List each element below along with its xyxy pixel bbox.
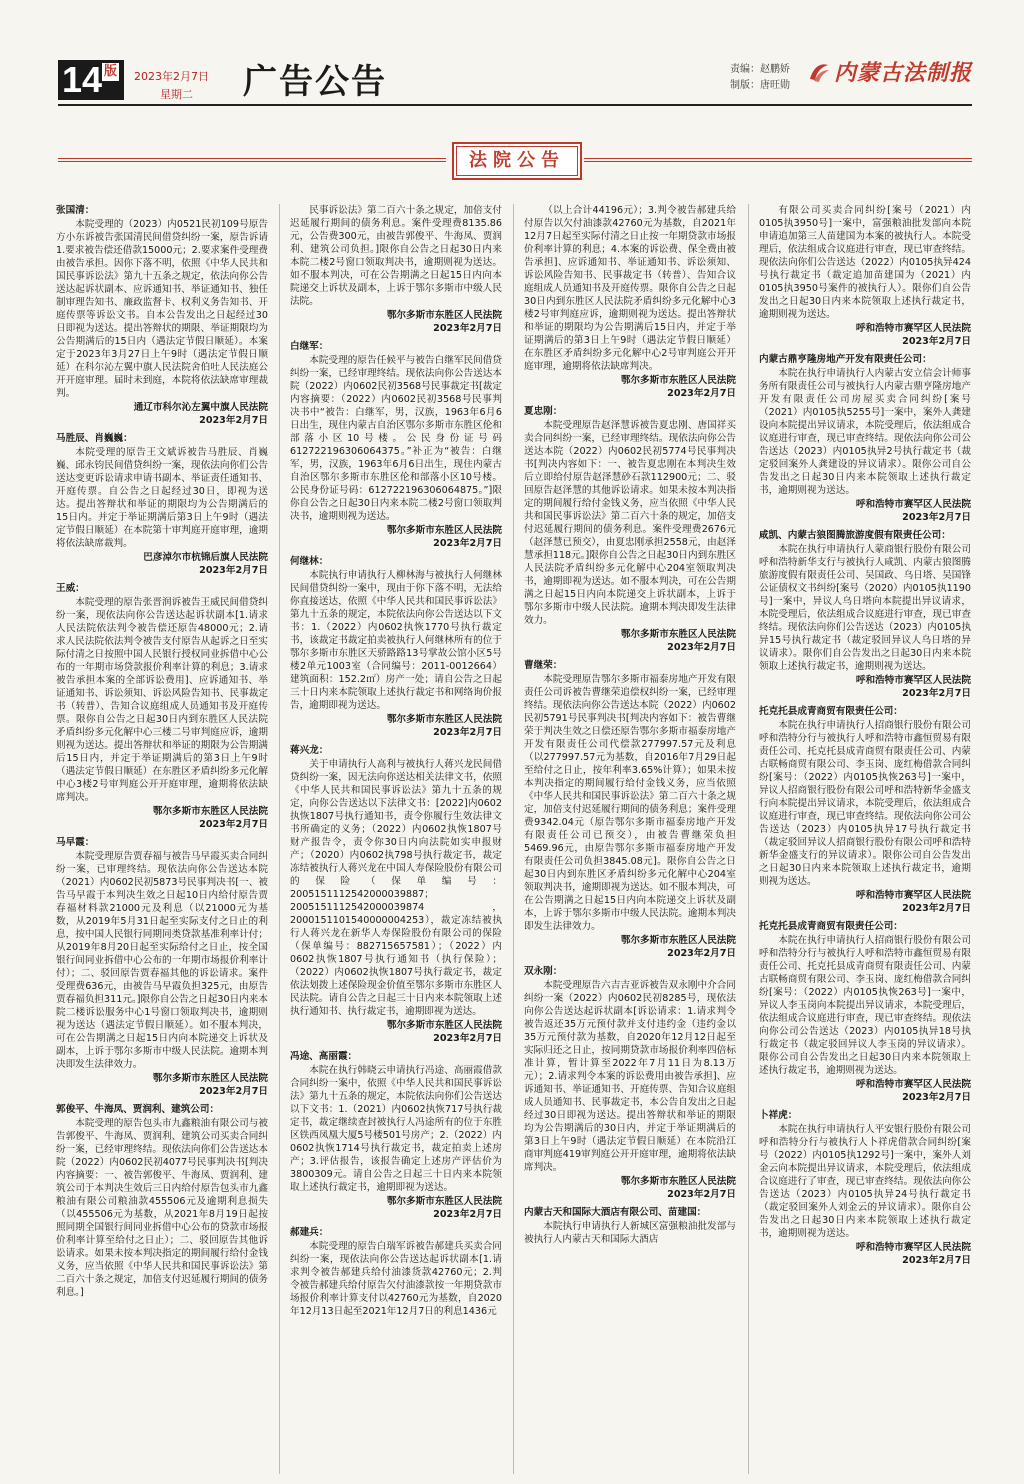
notice-party: 双永刚：: [524, 966, 563, 977]
notice-date: 2023年2月7日: [902, 512, 971, 523]
notice-court: 鄂尔多斯市东胜区人民法院: [152, 1073, 268, 1084]
court-notice: [290, 555, 502, 739]
court-notice: [524, 659, 736, 960]
court-notice: [759, 353, 971, 524]
notice-column-1: [56, 204, 268, 1479]
court-notice: [759, 705, 971, 915]
court-notice: [290, 204, 502, 335]
court-notice: [290, 1050, 502, 1221]
notice-court: 鄂尔多斯市东胜区人民法院: [152, 806, 268, 817]
court-notice: [759, 529, 971, 700]
newspaper-name: 内蒙古法制报: [834, 60, 973, 86]
banner-rule-left: [58, 158, 446, 162]
newspaper-emblem-icon: [808, 61, 830, 83]
notice-date: 2023年2月7日: [433, 1209, 502, 1220]
notice-court: 鄂尔多斯市东胜区人民法院: [386, 310, 502, 321]
notice-column-2: [290, 204, 502, 1479]
notice-court: 呼和浩特市赛罕区人民法院: [855, 1242, 971, 1253]
notice-date: 2023年2月7日: [902, 688, 971, 699]
notice-court: 鄂尔多斯市东胜区人民法院: [620, 629, 736, 640]
editor-credit: 责编：赵鹏娇: [730, 64, 790, 75]
notice-date: 2023年2月7日: [199, 415, 268, 426]
court-notice: [56, 204, 268, 427]
notice-party: 张国清：: [56, 205, 95, 216]
notice-party: 郭俊平、牛海凤、贾润利、建筑公司：: [56, 1104, 220, 1115]
column-divider: [279, 204, 280, 1474]
page-mark: 版: [103, 64, 117, 79]
notice-party: 何继林：: [290, 556, 329, 567]
banner-rule-right: [584, 158, 972, 162]
notice-date: 2023年2月7日: [433, 727, 502, 738]
notice-body: 本院受理的原告包头市九鑫粮油有限公司与被告郭俊平、牛海凤、贾润利、建筑公司买卖合同纠纷一案，已经审理终结。现依法向你们公告送达本院（2022）内0602民初4077号民事判决书[判决内容摘要：一、被告郭俊平、牛海凤、贾润利、建筑公司于本判决生效后三日内给付原告包头市九鑫粮油有限公司粮油款455506元及逾期利息损失（以455506元为基数，从2021年8月19日起按照同期全国银行间同业拆借中心公布的贷款市场报价利率计算至给付之日止）；二、驳回原告其他诉讼请求。如果未按本判决指定的期间履行给付金钱义务，应当依照《中华人民共和国民事诉讼法》第二百六十条之规定，加倍支付迟延履行期间的债务利息。]: [56, 1118, 268, 1298]
notice-body: 本院受理的原告白瑞军诉被告郝建兵买卖合同纠纷一案，现依法向你公告送达起诉状副本[1.请求判令被告郝建兵给付油漆货款42760元；2.判令被告郝建兵给付原告欠付油漆款按一年期贷款市场报价利率计算支付以42760元为基数，自2020年12月13日起至2021年12月7日的利息1436元: [290, 1241, 502, 1317]
court-notice: [759, 1109, 971, 1267]
notice-date: 2023年2月7日: [667, 948, 736, 959]
notice-body: 有限公司买卖合同纠纷[案号（2021）内0105执3950号]一案中，富强粮油批发部向本院申请追加第三人苗建国为本案的被执行人。本院受理后，依法组成合议庭进行审查，现已审查终结。现依法向你们公告送达（2022）内0105执异424号执行裁定书（裁定追加苗建国为（2021）内0105执3950号案件的被执行人）。限你们自公告发出之日起30日内来本院领取上述执行裁定书，逾期则视为送达。: [759, 205, 971, 320]
notice-body: 本院在执行申请执行人内蒙古安立信会计师事务所有限责任公司与被执行人内蒙古鼎亨隆房地产开发有限责任公司房屋买卖合同纠纷[案号（2021）内0105执5255号]一案中，案外人龚建设向本院提出异议请求，本院受理后，依法组成合议庭进行审查，现已审查终结。现依法向你公司公告送达（2023）内0105执异2号执行裁定书（裁定驳回案外人龚建设的异议请求）。限你公司自公告发出之日起30日内来本院领取上述执行裁定书，逾期则视为送达。: [759, 368, 971, 496]
court-notice: [759, 204, 971, 348]
column-divider: [748, 204, 749, 1474]
notice-court: 呼和浩特市赛罕区人民法院: [855, 499, 971, 510]
notice-date: 2023年2月7日: [902, 336, 971, 347]
notice-court: 呼和浩特市赛罕区人民法院: [855, 675, 971, 686]
notice-court: 鄂尔多斯市东胜区人民法院: [386, 1196, 502, 1207]
notice-date: 2023年2月7日: [902, 1092, 971, 1103]
court-notice: [524, 1206, 736, 1246]
notice-date: 2023年2月7日: [667, 1189, 736, 1200]
court-notice: [56, 1103, 268, 1299]
notice-body: 本院受理的原告王文斌诉被告马胜辰、肖巍巍、邱永钧民间借贷纠纷一案，现依法向你们公告送达变更诉讼请求申请书副本、举证责任通知书、开庭传票。自公告之日起经过30日，即视为送达。提出答辩状和举证的期限均为公告期满后的15日内。并定于举证期满后第3日上午9时（遇法定节假日顺延）在本院第十审判庭开庭审理，逾期将依法缺席裁判。: [56, 447, 268, 549]
issue-date: 2023年2月7日: [134, 70, 209, 83]
court-notice: [290, 744, 502, 1045]
court-notice: [56, 836, 268, 1098]
notice-party: 卜祥虎：: [759, 1110, 798, 1121]
notice-date: 2023年2月7日: [433, 1033, 502, 1044]
issue-weekday: 星期二: [160, 88, 193, 101]
notice-body: 关于申请执行人高利与被执行人蒋兴龙民间借贷纠纷一案，因无法向你送达相关法律文书，依照《中华人民共和国民事诉讼法》第九十五条的规定，向你公告送达以下法律文书：[2022]内0602执恢1807号执行通知书，责令你履行生效法律文书所确定的义务；（2022）内0602执恢1807号财产报告令，责令你30日内向法院如实申报财产；（2020）内0602执798号执行裁定书，裁定冻结被执行人蒋兴龙在中国人寿保险股份有限公司的保险（保单编号：2005151112542000039887；2005151112542000039874，2000151101540000004253），裁定冻结被执行人蒋兴龙在新华人寿保险股份有限公司的保险（保单编号：882715657581）；（2022）内0602执恢1807号执行通知书（执行保险）；（2022）内0602执恢1807号执行裁定书，裁定依法划拨上述保险现金价值至鄂尔多斯市东胜区人民法院。请自公告之日起三十日内来本院领取上述执行通知书、执行裁定书，逾期即视为送达。: [290, 759, 502, 1017]
notice-court: 巴彦淖尔市杭锦后旗人民法院: [143, 552, 268, 563]
notice-body: 本院在执行申请执行人平安银行股份有限公司呼和浩特分行与被执行人卜祥虎借款合同纠纷[案号（2022）内0105执1292号]一案中，案外人刘金云向本院提出异议请求，本院受理后，依法组成合议庭进行了审查，现已审查终结。现依法向你公告送达（2023）内0105执异24号执行裁定书（裁定驳回案外人刘金云的异议请求）。限你自公告发出之日起30日内来本院领取上述执行裁定书，逾期则视为送达。: [759, 1124, 971, 1239]
page-number-badge: [58, 60, 124, 100]
notice-party: 内蒙古天和国际大酒店有限公司、苗建国：: [524, 1207, 707, 1218]
notice-date: 2023年2月7日: [902, 903, 971, 914]
notice-body: 本院在执行韩晓云申请执行冯途、高丽霞借款合同纠纷一案中，依照《中华人民共和国民事诉讼法》第九十五条的规定，本院依法向你们公告送达以下文书：1.（2021）内0602执恢717号执行裁定书，裁定继续查封被执行人冯途所有的位于东胜区铁西凤凰大厦5号楼501号房产；2.（2022）内0602执恢1714号执行裁定书，裁定拍卖上述房产；3.评估报告，该报告确定上述房产评估价为3800309元。请自公告之日起三十日内来本院领取上述执行裁定书，逾期即视为送达。: [290, 1065, 502, 1193]
court-notice-banner: [452, 142, 582, 180]
notice-body: 本院受理原告贾春福与被告马早霞买卖合同纠纷一案，已审理终结。现依法向你公告送达本院（2021）内0602民初5873号民事判决书[一、被告马早霞于本判决生效之日起10日内给付原告贾春福材料款21000元及利息（以21000元为基数，从2019年5月31日起至实际支付之日止的利息，按中国人民银行同期同类贷款基准利率计付；从2019年8月20日起至实际给付之日止，按全国银行间同业拆借中心公布的一年期市场报价利率计付）；二、驳回原告贾春福其他的诉讼请求。案件受理费636元，由被告马早霞负担325元，由原告贾春福负担311元。]限你自公告之日起30日内来本院二楼诉讼服务中心1号窗口领取判决书，逾期则视为送达（遇法定节假日顺延）。如不服本判决，可在公告期满之日起15日内向本院递交上诉状及副本，上诉于鄂尔多斯市中级人民法院。逾期本判决即发生法律效力。: [56, 851, 268, 1070]
banner-title: 法院公告: [456, 146, 578, 176]
notice-body: 本院受理原告六吉吉亚诉被告双永刚中介合同纠纷一案（2022）内0602民初8285号，现依法向你公告送达起诉状副本[诉讼请求：1.请求判令被告返还35万元预付款并支付违约金（违约金以35万元预付款为基数，自2020年12月12日起至实际归还之日止，按同期贷款市场报价利率四倍标准计算，暂计算至2022年7月11日为8.13万元）；2.请求判令本案的诉讼费用由被告承担]、应诉通知书、举证通知书、开庭传票、告知合议庭组成人员通知书、民事裁定书，本公告自发出之日起经过30日即视为送达。提出答辩状和举证的期限均为公告期满后的30日内，并定于举证期满后的第3日上午9时（遇法定节假日顺延）在本院沿江商审判庭419审判庭公开开庭审理，逾期将依法缺席判决。: [524, 980, 736, 1173]
notice-date: 2023年2月7日: [199, 1086, 268, 1097]
court-notice: [290, 1226, 502, 1318]
notice-body: 本院受理原告鄂尔多斯市福泰房地产开发有限责任公司诉被告曹继荣追偿权纠纷一案，已经审理终结。现依法向你公告送达本院（2022）内0602民初5791号民事判决书[判决内容如下：被告曹继荣于判决生效之日偿还原告鄂尔多斯市福泰房地产开发有限责任公司代偿款277997.57元及利息（以277997.57元为基数，自2016年7月29日起至给付之日止，按年利率3.65%计算）；如果未按本判决指定的期间履行给付金钱义务，应当依照《中华人民共和国民事诉讼法》第二百六十条之规定，加倍支付迟延履行期间的债务利息；案件受理费9342.04元（原告鄂尔多斯市福泰房地产开发有限责任公司已预交），由被告曹继荣负担5469.96元，由原告鄂尔多斯市福泰房地产开发有限责任公司负担3845.08元]。限你自公告之日起30日内到东胜区矛盾纠纷多元化解中心204室领取判决书，逾期即视为送达。如不服本判决，可在公告期满之日起15日内向本院递交上诉状及副本，上诉于鄂尔多斯市中级人民法院。逾期本判决即发生法律效力。: [524, 674, 736, 932]
notice-body: 本院受理原告赵泽慧诉被告夏忠刚、唐国祥买卖合同纠纷一案，已经审理终结。现依法向你公告送达本院（2022）内0602民初5774号民事判决书[判决内容如下：一、被告夏忠刚在本判决生效后立即给付原告赵泽慧砂石款112900元；二、驳回原告赵泽慧的其他诉讼请求。如果未按本判决指定的期间履行给付金钱义务，应当依照《中华人民共和国民事诉讼法》第二百六十条的规定，加倍支付迟延履行期间的债务利息。案件受理费2676元（赵泽慧已预交），由夏忠刚承担2558元，由赵泽慧承担118元。]限你自公告之日起30日内到东胜区人民法院矛盾纠纷多元化解中心204室领取判决书，逾期即视为送达。如不服本判决，可在公告期满之日起15日内向本院递交上诉状副本，上诉于鄂尔多斯市中级人民法院。逾期本判决即发生法律效力。: [524, 420, 736, 626]
notice-party: 曹继荣：: [524, 660, 563, 671]
column-divider: [513, 204, 514, 1474]
notice-party: 马胜辰、肖巍巍：: [56, 433, 133, 444]
court-notice: [524, 405, 736, 654]
notice-court: 鄂尔多斯市东胜区人民法院: [386, 1020, 502, 1031]
notice-body: 本院受理的（2023）内0521民初109号原告方小东诉被告张国清民间借贷纠纷一案，原告诉请1.要求被告偿还借款15000元；2.要求案件受理费由被告承担。因你下落不明，依照《中华人民共和国民事诉讼法》第九十五条之规定，依法向你公告送达起诉状副本、应诉通知书、举证通知书、独任制审理告知书、廉政监督卡、权利义务告知书、开庭传票等诉讼文书。自本公告发出之日起经过30日即视为送达。提出答辩状的期限、举证期限均为公告期满后的15日内（遇法定节假日顺延）。本案定于2023年3月27日上午9时（遇法定节假日顺延）在科尔沁左翼中旗人民法院舍伯吐人民法庭公开开庭审理。届时未到庭，本院将依法缺席审理裁判。: [56, 219, 268, 399]
court-notice: [56, 582, 268, 831]
notice-court: 鄂尔多斯市东胜区人民法院: [620, 375, 736, 386]
notice-body: 民事诉讼法》第二百六十条之规定，加倍支付迟延履行期间的债务利息。案件受理费8135.86元，公告费300元，由被告郭俊平、牛海凤、贾润利、建筑公司负担。]限你自公告之日起30日内来本院二楼2号窗口领取判决书，逾期则视为送达。如不服本判决，可在公告期满之日起15日内向本院递交上诉状及副本，上诉于鄂尔多斯市中级人民法院。: [290, 205, 502, 307]
notice-party: 咸凯、内蒙古狼图腾旅游度假有限责任公司：: [759, 530, 951, 541]
court-notice: [290, 340, 502, 550]
page-number: 14: [62, 59, 103, 100]
notice-date: 2023年2月7日: [433, 323, 502, 334]
court-notice: [56, 432, 268, 577]
section-title: 广告公告: [243, 62, 387, 102]
notice-court: 通辽市科尔沁左翼中旗人民法院: [133, 402, 268, 413]
notice-date: 2023年2月7日: [667, 642, 736, 653]
notice-court: 鄂尔多斯市东胜区人民法院: [620, 1176, 736, 1187]
notice-party: 托克托县成青商贸有限责任公司：: [759, 706, 903, 717]
notice-body: 本院执行申请执行人柳林海与被执行人何继林民间借贷纠纷一案中，现由于你下落不明，无法给你直接送达，依照《中华人民共和国民事诉讼法》第九十五条的规定，本院依法向你公告送达以下文书：1.（2022）内0602执恢1770号执行裁定书，该裁定书裁定拍卖被执行人何继林所有的位于鄂尔多斯市东胜区天骄路路13号掌故公馆小区5号楼2单元1003室（合同编号：2011-0012664）建筑面积：152.2㎡）房产一处；请自公告之日起三十日内来本院领取上述执行裁定书和网络询价报告，逾期即视为送达。: [290, 570, 502, 711]
notice-body: 本院在执行申请执行人蒙商银行股份有限公司呼和浩特新华支行与被执行人咸凯、内蒙古狼图腾旅游度假有限责任公司、吴国政、乌日塔、吴国锋公证债权文书纠纷[案号（2020）内0105执1190号]一案中，异议人乌日塔向本院提出异议请求，本院受理后，依法组成合议庭进行审查，现已审查终结。现依法向你们公告送达（2023）内0105执异15号执行裁定书（裁定驳回异议人乌日塔的异议请求）。限你们自公告发出之日起30日内来本院领取上述执行裁定书，逾期则视为送达。: [759, 544, 971, 672]
notice-column-3: [524, 204, 736, 1479]
layout-credit: 制版：唐旺勋: [730, 80, 790, 91]
notice-body: 本院在执行申请执行人招商银行股份有限公司呼和浩特分行与被执行人呼和浩特市鑫恒贸易有限责任公司、托克托县成青商贸有限责任公司、内蒙古联畅商贸有限公司、李玉岗、庞红梅借款合同纠纷[案号：（2022）内0105执恢263号]一案中，异议人招商银行股份有限公司呼和浩特新华金盛支行向本院提出异议请求，本院受理后，依法组成合议庭进行审查，现已审查终结。现依法向你公司公告送达（2023）内0105执异17号执行裁定书（裁定驳回异议人招商银行股份有限公司呼和浩特新华金盛支行的异议请求）。限你公司自公告发出之日起30日内来本院领取上述执行裁定书，逾期则视为送达。: [759, 720, 971, 887]
notice-date: 2023年2月7日: [667, 388, 736, 399]
notice-body: 本院受理的原告张晋润诉被告王威民间借贷纠纷一案，现依法向你公告送达起诉状副本[1.请求人民法院依法判令被告偿还原告48000元；2.请求人民法院依法判令被告支付原告从起诉之日至实际付清之日按照中国人民银行授权同业拆借中心公布的一年期市场贷款报价利率计算的利息；3.请求被告承担本案的全部诉讼费用]、应诉通知书、举证通知书、诉讼须知、诉讼风险告知书、民事裁定书（转普）、告知合议庭组成人员通知书及开庭传票。限你自公告之日起30日内到东胜区人民法院矛盾纠纷多元化解中心三楼二号审判庭应诉，逾期则视为送达。提出答辩状和举证的期限为公告期满后15日内，并定于举证期满后的第3日上午9时（遇法定节假日顺延）在东胜区矛盾纠纷多元化解中心3楼2号审判庭公开开庭审理，逾期将依法缺席判决。: [56, 597, 268, 803]
notice-body: 本院在执行申请执行人招商银行股份有限公司呼和浩特分行与被执行人呼和浩特市鑫恒贸易有限责任公司、托克托县成青商贸有限责任公司、内蒙古联畅商贸有限公司、李玉岗、庞红梅借款合同纠纷[案号：（2022）内0105执恢263号]一案中，异议人李玉岗向本院提出异议请求，本院受理后，依法组成合议庭进行审查，现已审查终结。现依法向你公司公告送达（2023）内0105执异18号执行裁定书（裁定驳回异议人李玉岗的异议请求）。限你公司自公告发出之日起30日内来本院领取上述执行裁定书，逾期则视为送达。: [759, 935, 971, 1076]
notice-date: 2023年2月7日: [199, 565, 268, 576]
notice-party: 蒋兴龙：: [290, 745, 329, 756]
notice-body: （以上合计44196元）；3.判令被告郝建兵给付原告以欠付油漆款42760元为基数，自2021年12月7日起至实际付清之日止按一年期贷款市场报价利率计算的利息；4.本案的诉讼费、保全费由被告承担]、应诉通知书、举证通知书、诉讼须知、诉讼风险告知书、民事裁定书（转普）、告知合议庭组成人员通知书及开庭传票。限你自公告之日起30日内到东胜区人民法院矛盾纠纷多元化解中心3楼2号审判庭应诉，逾期则视为送达。提出答辩状和举证的期限均为公告期满后15日内，并定于举证期满后的第3日上午9时（遇法定节假日顺延）在东胜区矛盾纠纷多元化解中心2号审判庭公开开庭审理，逾期将依法缺席判决。: [524, 205, 736, 372]
notice-column-4: [759, 204, 971, 1479]
notice-party: 白继军：: [290, 341, 329, 352]
notice-party: 马早霞：: [56, 837, 95, 848]
notice-body: 本院受理的原告任候平与被告白继军民间借贷纠纷一案，已经审理终结。现依法向你公告送达本院（2022）内0602民初3568号民事裁定书[裁定内容摘要：（2022）内0602民初3568号民事判决书中“被告：白继军，男，汉族，1963年6月6日出生，现住内蒙古自治区鄂尔多斯市东胜区伦和部落小区10号楼。公民身份证号码612722196306064375。”补正为“被告：白继军，男，汉族，1963年6月6日出生，现住内蒙古自治区鄂尔多斯市东胜区伦和部落小区10号楼。公民身份证号码：612722196306064875。”]限你自公告之日起30日内来本院二楼2号窗口领取判决书，逾期则视为送达。: [290, 355, 502, 522]
court-notice: [524, 204, 736, 400]
header-divider: [58, 104, 972, 106]
notice-court: 呼和浩特市赛罕区人民法院: [855, 323, 971, 334]
notice-court: 鄂尔多斯市东胜区人民法院: [386, 714, 502, 725]
notice-party: 冯途、高丽霞：: [290, 1051, 358, 1062]
notice-date: 2023年2月7日: [902, 1255, 971, 1266]
notice-body: 本院执行申请执行人新城区富强粮油批发部与被执行人内蒙古天和国际大酒店: [524, 1221, 736, 1245]
notice-date: 2023年2月7日: [433, 538, 502, 549]
court-notice: [524, 965, 736, 1201]
notice-court: 鄂尔多斯市东胜区人民法院: [620, 935, 736, 946]
notice-party: 夏忠刚：: [524, 406, 563, 417]
notice-party: 托克托县成青商贸有限责任公司：: [759, 921, 903, 932]
notice-party: 王威：: [56, 583, 85, 594]
notice-court: 呼和浩特市赛罕区人民法院: [855, 890, 971, 901]
court-notice: [759, 920, 971, 1104]
notice-party: 内蒙古鼎亨隆房地产开发有限责任公司：: [759, 354, 932, 365]
notice-court: 鄂尔多斯市东胜区人民法院: [386, 525, 502, 536]
notice-party: 郝建兵：: [290, 1227, 329, 1238]
notice-court: 呼和浩特市赛罕区人民法院: [855, 1079, 971, 1090]
newspaper-logo: [808, 58, 978, 88]
notice-date: 2023年2月7日: [199, 819, 268, 830]
